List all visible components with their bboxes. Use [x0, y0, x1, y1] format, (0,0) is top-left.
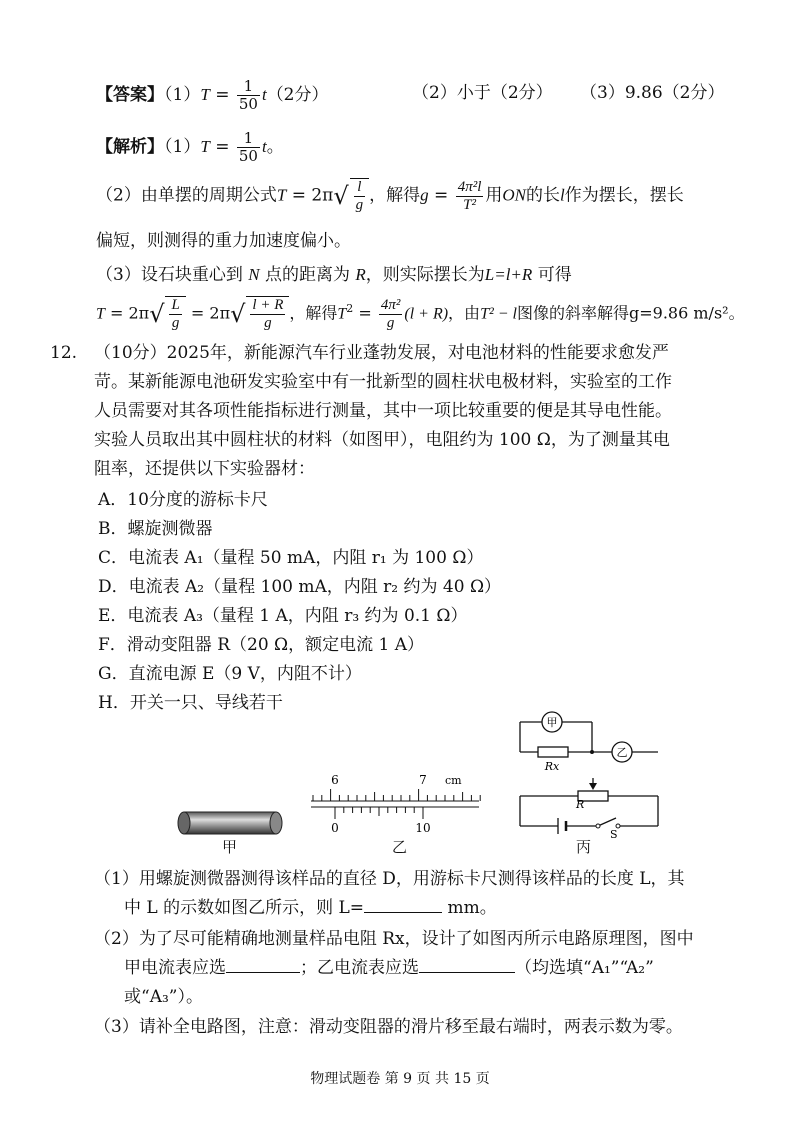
analysis-p2-e: 作为摆长，摆长	[564, 185, 684, 206]
analysis-p3-L: L=l+R	[484, 265, 533, 284]
analysis-p2-eq: = 2π	[286, 185, 334, 206]
analysis-p2-g: g	[420, 185, 429, 205]
figure-bing-circuit	[514, 708, 664, 841]
analysis-p2-g-eq: =	[428, 185, 454, 206]
analysis-p3-eq3: =	[353, 303, 377, 323]
analysis-p2-a: （2）由单摆的周期公式	[96, 185, 277, 206]
answer-line	[96, 78, 329, 113]
vernier-10: 10	[415, 821, 431, 835]
answer-p1-score: （2分）	[266, 85, 329, 105]
analysis-p1-end: 。	[266, 137, 284, 157]
analysis-p3-N: N	[248, 265, 260, 284]
analysis-p2-gfrac: $\frac{\text{4π²l}}{\text{T²}}$	[457, 178, 482, 213]
analysis-p2-l: l	[560, 185, 565, 205]
switch-label: S	[610, 828, 618, 841]
analysis-line-2	[96, 178, 684, 214]
sqrt-icon: √	[149, 300, 165, 328]
q12-line-5: 阻率，还提供以下实验器材：	[94, 459, 315, 479]
analysis-line-2b: 偏短，则测得的重力加速度偏小。	[96, 231, 351, 251]
option-h: H．开关一只、导线若干	[98, 693, 283, 713]
vernier-0: 0	[331, 821, 339, 835]
analysis-p3-T2: T	[337, 305, 347, 323]
main-scale	[313, 789, 480, 801]
analysis-tag: 【解析】	[96, 137, 164, 157]
analysis-p3-T2sup: 2	[346, 302, 354, 316]
answer-p1-prefix: （1）	[164, 85, 201, 105]
sub2-line-1: （2）为了尽可能精确地测量样品电阻 Rx，设计了如图丙所示电路原理图，图中	[94, 929, 694, 949]
sub2-line-2	[124, 955, 654, 981]
sub1-text: 中 L 的示数如图乙所示，则 L=	[124, 898, 365, 918]
sub3-line: （3）请补全电路图，注意：滑动变阻器的滑片移至最右端时，两表示数为零。	[94, 1017, 683, 1037]
analysis-line-3	[96, 262, 572, 288]
figure-yi-vernier	[305, 770, 485, 840]
answer-blank-yi[interactable]	[419, 956, 515, 973]
q12-line-4: 实验人员取出其中圆柱状的材料（如图甲），电阻约为 100 Ω，为了测量其电	[94, 430, 670, 450]
analysis-p2-b: ，解得	[369, 185, 421, 206]
analysis-p3-a: （3）设石块重心到	[96, 265, 243, 285]
option-d: D．电流表 A₂（量程 100 mA，内阻 r₂ 约为 40 Ω）	[98, 577, 502, 597]
sub2-text-c: ；乙电流表应选	[300, 958, 419, 978]
analysis-p3-R: R	[355, 265, 366, 284]
analysis-p3-h: 图像的斜率解得	[517, 303, 630, 323]
analysis-p3-g: ，由	[448, 303, 481, 323]
sub2-text-d: （均选填“A₁”“A₂”	[515, 958, 654, 978]
sub1-unit: mm。	[442, 898, 497, 918]
sqrt-icon: √	[230, 300, 246, 328]
analysis-p1-prefix: （1）	[164, 137, 201, 157]
rx-label: Rx	[544, 760, 560, 773]
meter-jia-label: 甲	[546, 716, 558, 729]
answer-T: T	[200, 85, 210, 104]
scale-7: 7	[419, 773, 427, 787]
analysis-p2-sqrt: $\frac{l}{g}$	[350, 178, 370, 214]
q12-line-3: 人员需要对其各项性能指标进行测量，其中一项比较重要的便是其导电性能。	[94, 401, 672, 421]
analysis-p3-f: (l + R)	[404, 305, 449, 323]
analysis-p3-b: 点的距离为	[264, 265, 350, 285]
scale-6: 6	[331, 773, 339, 787]
sqrt-icon: √	[333, 182, 349, 210]
option-f: F．滑动变阻器 R（20 Ω，额定电流 1 A）	[98, 635, 425, 655]
analysis-p3-e: ，解得	[289, 303, 338, 323]
option-a: A．10分度的游标卡尺	[98, 490, 268, 510]
answer-p2: （2）小于（2分）	[412, 83, 553, 103]
analysis-T: T	[200, 137, 210, 156]
sub2-line-3: 或“A₃”）。	[124, 987, 203, 1007]
q12-line-1: （10分）2025年，新能源汽车行业蓬勃发展，对电池材料的性能要求愈发严	[94, 343, 669, 363]
answer-fraction: $\frac{1}{50}$	[238, 77, 258, 113]
analysis-p3-eq2: = 2π	[185, 303, 231, 323]
analysis-p3-frac: $\frac{\text{4π²}}{g}$	[380, 296, 401, 331]
analysis-line-3b	[96, 296, 745, 332]
meter-yi-label: 乙	[616, 746, 628, 759]
q12-line-2: 苛。某新能源电池研发实验室中有一批新型的圆柱状电极材料，实验室的工作	[94, 372, 672, 392]
sub1-line-1: （1）用螺旋测微器测得该样品的直径 D，用游标卡尺测得该样品的长度 L，其	[94, 869, 685, 889]
answer-p3: （3）9.86（2分）	[580, 83, 725, 103]
analysis-fraction: $\frac{1}{50}$	[238, 129, 258, 165]
answer-blank-L[interactable]	[364, 896, 442, 913]
slider-arrow-icon	[589, 783, 597, 790]
analysis-p3-d: 可得	[537, 265, 572, 285]
analysis-t: t	[261, 137, 267, 156]
analysis-p2-d: 的长	[526, 185, 561, 206]
option-g: G．直流电源 E（9 V，内阻不计）	[98, 664, 362, 684]
analysis-p3-sqrt1: $\frac{L}{g}$	[165, 296, 185, 332]
analysis-p3-c: ，则实际摆长为	[365, 265, 485, 285]
option-e: E．电流表 A₃（量程 1 A，内阻 r₃ 约为 0.1 Ω）	[98, 606, 468, 626]
analysis-p3-eq1: = 2π	[104, 303, 150, 323]
answer-eq: =	[209, 85, 235, 105]
scale-cm: cm	[445, 774, 462, 787]
r-label: R	[576, 798, 585, 811]
vernier-scale	[335, 807, 423, 819]
sub1-line-2	[124, 895, 497, 921]
answer-t: t	[261, 85, 267, 104]
q12-number: 12.	[50, 343, 78, 363]
analysis-p3-T: T	[96, 305, 105, 323]
label-bing: 丙	[576, 838, 592, 856]
analysis-p2-c: 用	[485, 185, 503, 206]
analysis-p3-sqrt2: $\frac{l + R}{g}$	[246, 296, 289, 332]
analysis-p3-Tl: T² − l	[480, 305, 517, 323]
label-jia: 甲	[222, 838, 238, 856]
answer-blank-jia[interactable]	[226, 956, 300, 973]
analysis-eq: =	[209, 137, 235, 157]
analysis-line-1	[96, 130, 284, 165]
page-footer: 物理试题卷 第 9 页 共 15 页	[310, 1071, 490, 1087]
sub2-text-b: 甲电流表应选	[124, 958, 226, 978]
analysis-p3-gval: g=9.86 m/s²。	[629, 303, 745, 323]
option-b: B．螺旋测微器	[98, 519, 213, 539]
analysis-p2-ON: ON	[502, 185, 527, 205]
label-yi: 乙	[392, 838, 408, 856]
answer-tag: 【答案】	[96, 85, 164, 105]
analysis-p2-T: T	[276, 185, 287, 205]
option-c: C．电流表 A₁（量程 50 mA，内阻 r₁ 为 100 Ω）	[98, 548, 484, 568]
